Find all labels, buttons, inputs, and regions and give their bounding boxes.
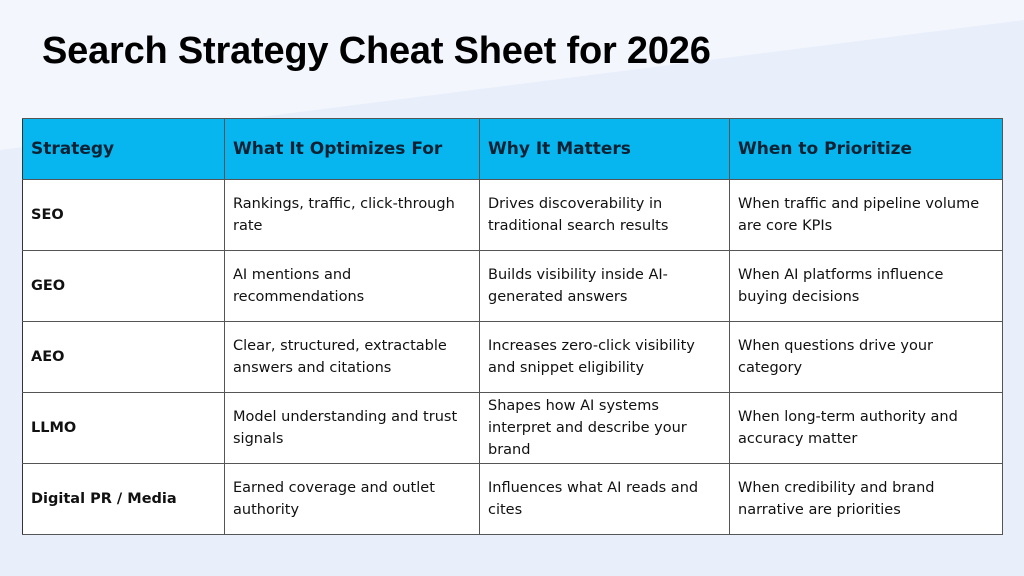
column-header-when-to-prioritize: When to Prioritize — [730, 119, 1003, 180]
when-to-prioritize-cell: When AI platforms influence buying decisions — [730, 251, 1003, 322]
why-it-matters-cell: Drives discoverability in traditional search results — [480, 180, 730, 251]
strategy-cell: LLMO — [23, 393, 225, 464]
why-it-matters-cell: Shapes how AI systems interpret and describe your brand — [480, 393, 730, 464]
page-title: Search Strategy Cheat Sheet for 2026 — [42, 30, 711, 72]
table-row — [23, 464, 1003, 535]
optimizes-for-cell: AI mentions and recommendations — [225, 251, 480, 322]
when-to-prioritize-cell: When questions drive your category — [730, 322, 1003, 393]
column-header-why-it-matters: Why It Matters — [480, 119, 730, 180]
strategy-table — [22, 118, 1003, 535]
optimizes-for-cell: Model understanding and trust signals — [225, 393, 480, 464]
strategy-cell: AEO — [23, 322, 225, 393]
when-to-prioritize-cell: When long-term authority and accuracy matter — [730, 393, 1003, 464]
column-header-optimizes-for: What It Optimizes For — [225, 119, 480, 180]
optimizes-for-cell: Earned coverage and outlet authority — [225, 464, 480, 535]
table-header-row — [23, 119, 1003, 180]
strategy-cell: SEO — [23, 180, 225, 251]
when-to-prioritize-cell: When credibility and brand narrative are priorities — [730, 464, 1003, 535]
why-it-matters-cell: Increases zero-click visibility and snippet eligibility — [480, 322, 730, 393]
optimizes-for-cell: Clear, structured, extractable answers and citations — [225, 322, 480, 393]
strategy-cell: GEO — [23, 251, 225, 322]
table-row — [23, 251, 1003, 322]
table-row — [23, 393, 1003, 464]
why-it-matters-cell: Influences what AI reads and cites — [480, 464, 730, 535]
column-header-strategy: Strategy — [23, 119, 225, 180]
why-it-matters-cell: Builds visibility inside AI-generated answers — [480, 251, 730, 322]
optimizes-for-cell: Rankings, traffic, click-through rate — [225, 180, 480, 251]
strategy-cell: Digital PR / Media — [23, 464, 225, 535]
table-row — [23, 180, 1003, 251]
table-row — [23, 322, 1003, 393]
when-to-prioritize-cell: When traffic and pipeline volume are core KPIs — [730, 180, 1003, 251]
